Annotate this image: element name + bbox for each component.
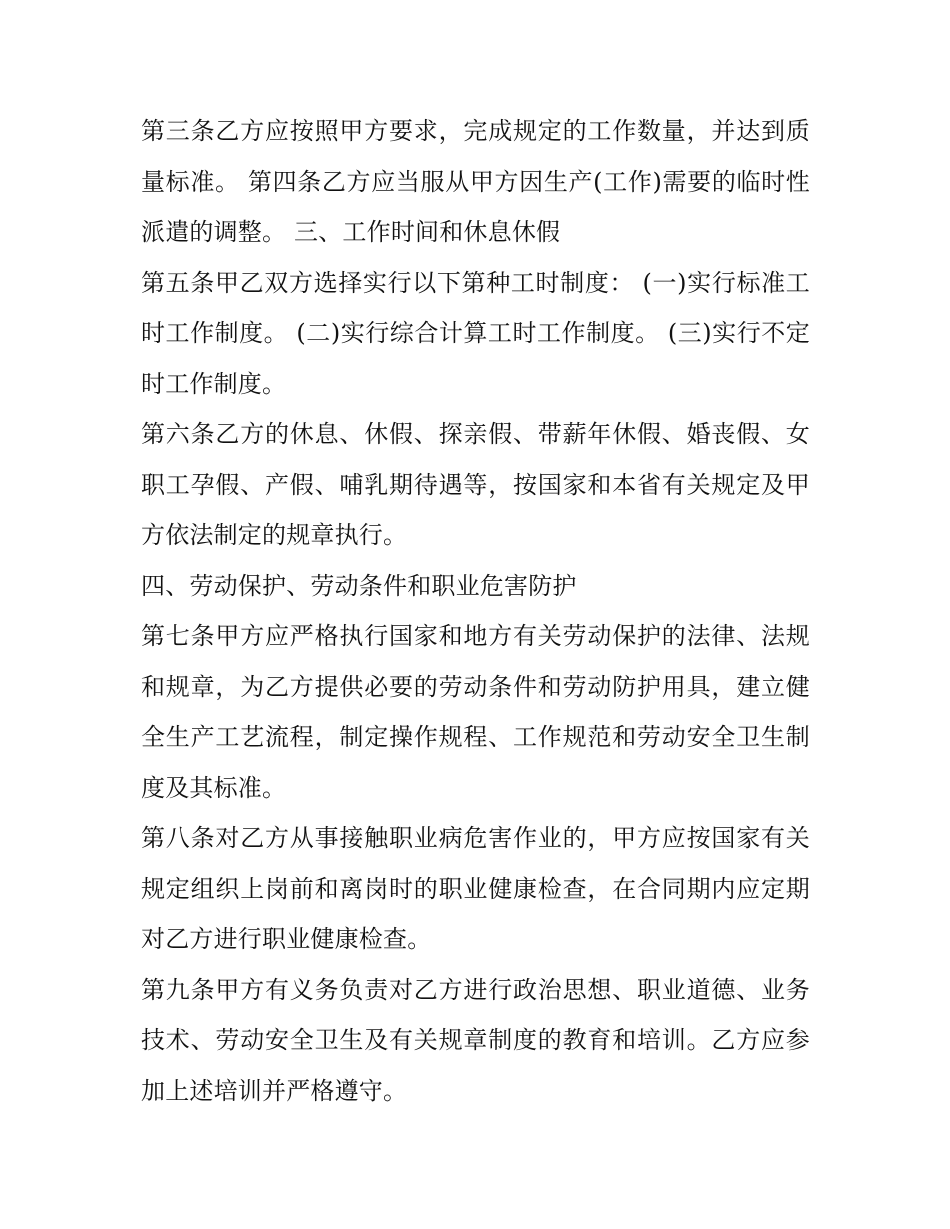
section-heading-4: 四、劳动保护、劳动条件和职业危害防护	[141, 571, 577, 600]
paragraph-article-6: 第六条乙方的休息、休假、探亲假、带薪年休假、婚丧假、女职工孕假、产假、哺乳期待遇等，按国家和本省有关规定及甲方依法制定的规章执行。	[141, 420, 810, 549]
paragraph-article-3-4: 第三条乙方应按照甲方要求，完成规定的工作数量，并达到质量标准。 第四条乙方应当服从甲方因生产(工作)需要的临时性派遣的调整。 三、工作时间和休息休假	[141, 117, 810, 246]
paragraph-article-8: 第八条对乙方从事接触职业病危害作业的，甲方应按国家有关规定组织上岗前和离岗时的职业健康检查，在合同期内应定期对乙方进行职业健康检查。	[141, 824, 810, 953]
paragraph-article-9: 第九条甲方有义务负责对乙方进行政治思想、职业道德、业务技术、劳动安全卫生及有关规章制度的教育和培训。乙方应参加上述培训并严格遵守。	[141, 975, 810, 1105]
paragraph-article-7: 第七条甲方应严格执行国家和地方有关劳动保护的法律、法规和规章，为乙方提供必要的劳动条件和劳动防护用具，建立健全生产工艺流程，制定操作规程、工作规范和劳动安全卫生制度及其标准。	[141, 622, 810, 802]
paragraph-article-5: 第五条甲乙双方选择实行以下第种工时制度： (一)实行标准工时工作制度。 (二)实行综合计算工时工作制度。 (三)实行不定时工作制度。	[141, 268, 810, 398]
